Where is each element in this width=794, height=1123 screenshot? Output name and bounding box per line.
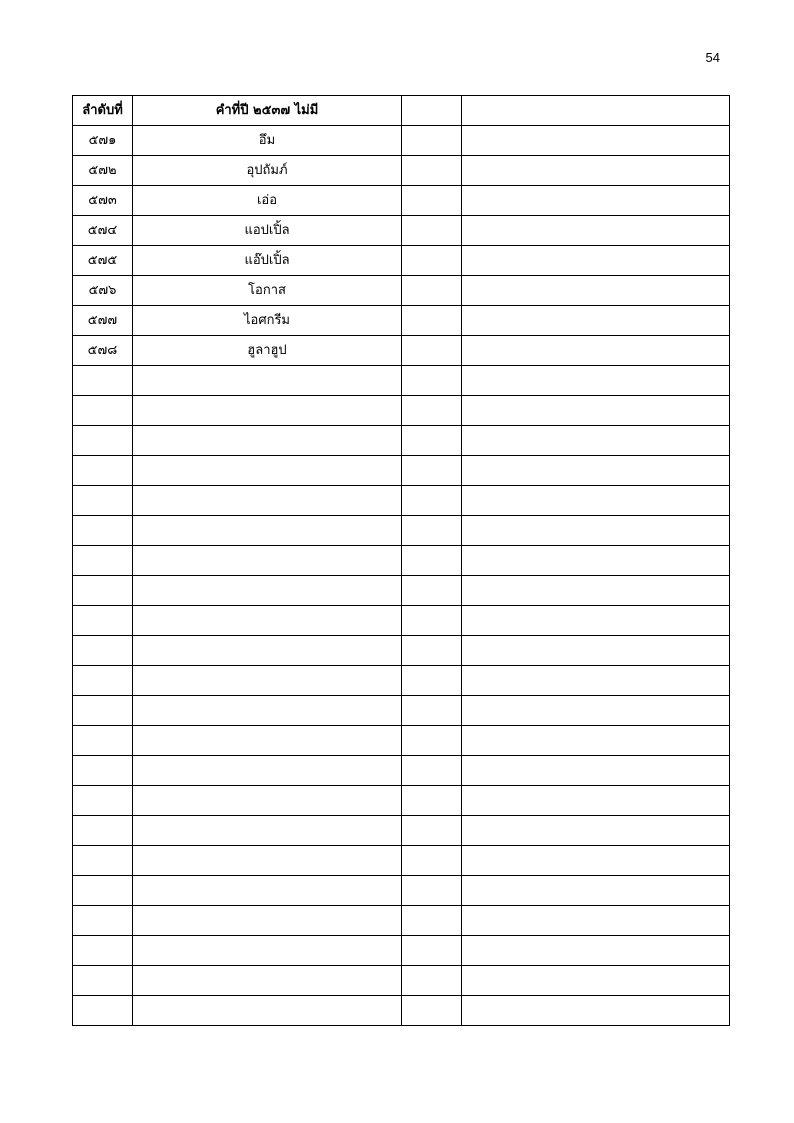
empty-cell [402,756,462,786]
empty-cell [402,816,462,846]
row-word: อึม [133,126,402,156]
empty-table-row [73,846,730,876]
empty-cell [462,696,730,726]
empty-cell [133,396,402,426]
row-number: ๕๗๖ [73,276,133,306]
empty-cell [402,726,462,756]
empty-cell [462,456,730,486]
empty-cell [133,576,402,606]
empty-table-row [73,816,730,846]
empty-cell [402,606,462,636]
empty-cell [73,576,133,606]
empty-cell [73,636,133,666]
empty-table-row [73,636,730,666]
empty-cell [73,876,133,906]
empty-cell [73,936,133,966]
empty-table-row [73,906,730,936]
empty-cell [73,726,133,756]
empty-cell [402,906,462,936]
empty-cell [73,366,133,396]
row-word: ไอศกรีม [133,306,402,336]
empty-cell [133,426,402,456]
row-word: แอปเปิ้ล [133,216,402,246]
empty-cell [73,966,133,996]
empty-cell [462,516,730,546]
empty-table-row [73,966,730,996]
empty-cell [133,546,402,576]
row-cell-4 [462,156,730,186]
empty-cell [462,546,730,576]
empty-cell [402,396,462,426]
table-header-row [73,96,730,126]
empty-cell [402,786,462,816]
empty-cell [462,876,730,906]
empty-cell [73,666,133,696]
empty-cell [462,576,730,606]
empty-cell [133,876,402,906]
table-row [73,276,730,306]
row-word: เอ่อ [133,186,402,216]
empty-cell [402,456,462,486]
header-word: คำที่ปี ๒๕๓๗ ไม่มี [133,96,402,126]
empty-cell [133,366,402,396]
row-cell-4 [462,276,730,306]
empty-cell [462,846,730,876]
empty-cell [402,546,462,576]
empty-cell [133,516,402,546]
empty-cell [462,636,730,666]
empty-cell [462,906,730,936]
row-cell-4 [462,126,730,156]
row-number: ๕๗๘ [73,336,133,366]
empty-cell [402,576,462,606]
empty-cell [73,546,133,576]
empty-cell [133,756,402,786]
empty-cell [402,876,462,906]
empty-cell [133,486,402,516]
empty-cell [462,726,730,756]
empty-cell [73,516,133,546]
empty-table-row [73,456,730,486]
table-row [73,186,730,216]
empty-table-row [73,486,730,516]
empty-cell [133,726,402,756]
empty-cell [462,816,730,846]
empty-cell [73,696,133,726]
empty-table-row [73,936,730,966]
empty-cell [462,966,730,996]
row-number: ๕๗๑ [73,126,133,156]
table-row [73,336,730,366]
row-number: ๕๗๗ [73,306,133,336]
header-col-3 [402,96,462,126]
row-cell-4 [462,186,730,216]
empty-cell [133,666,402,696]
empty-cell [133,816,402,846]
empty-cell [133,696,402,726]
row-cell-3 [402,306,462,336]
empty-table-row [73,996,730,1026]
empty-cell [133,636,402,666]
row-word: โอกาส [133,276,402,306]
row-cell-4 [462,306,730,336]
table-body [73,126,730,1026]
empty-table-row [73,366,730,396]
row-number: ๕๗๓ [73,186,133,216]
page-number: 54 [705,50,720,65]
empty-cell [402,366,462,396]
empty-table-row [73,756,730,786]
empty-cell [462,396,730,426]
header-order: ลำดับที่ [73,96,133,126]
empty-table-row [73,786,730,816]
empty-cell [133,936,402,966]
empty-table-row [73,516,730,546]
empty-cell [402,666,462,696]
row-number: ๕๗๕ [73,246,133,276]
empty-table-row [73,666,730,696]
empty-cell [462,426,730,456]
row-word: ฮูลาฮูป [133,336,402,366]
empty-cell [73,486,133,516]
empty-cell [462,666,730,696]
table-row [73,126,730,156]
row-cell-3 [402,336,462,366]
empty-cell [133,846,402,876]
row-cell-4 [462,246,730,276]
table-row [73,306,730,336]
empty-cell [73,456,133,486]
empty-table-row [73,726,730,756]
empty-table-row [73,576,730,606]
row-cell-3 [402,276,462,306]
empty-cell [402,486,462,516]
empty-cell [462,486,730,516]
word-table [72,95,730,1026]
empty-cell [133,786,402,816]
empty-cell [73,426,133,456]
row-cell-3 [402,246,462,276]
empty-table-row [73,876,730,906]
empty-cell [133,906,402,936]
row-cell-3 [402,126,462,156]
empty-cell [133,456,402,486]
row-number: ๕๗๔ [73,216,133,246]
row-cell-3 [402,216,462,246]
empty-cell [73,606,133,636]
empty-table-row [73,606,730,636]
empty-cell [133,996,402,1026]
empty-cell [462,366,730,396]
row-cell-4 [462,336,730,366]
row-number: ๕๗๒ [73,156,133,186]
empty-cell [133,606,402,636]
table-row [73,156,730,186]
empty-table-row [73,426,730,456]
empty-cell [462,606,730,636]
empty-cell [73,996,133,1026]
empty-cell [73,396,133,426]
empty-cell [402,426,462,456]
row-cell-3 [402,156,462,186]
empty-cell [73,786,133,816]
empty-cell [73,756,133,786]
table-row [73,216,730,246]
row-cell-4 [462,216,730,246]
empty-table-row [73,546,730,576]
row-cell-3 [402,186,462,216]
empty-cell [73,906,133,936]
empty-cell [462,786,730,816]
empty-cell [462,996,730,1026]
empty-cell [402,936,462,966]
empty-cell [73,816,133,846]
empty-cell [402,966,462,996]
empty-cell [133,966,402,996]
empty-table-row [73,696,730,726]
header-col-4 [462,96,730,126]
empty-cell [73,846,133,876]
empty-cell [402,996,462,1026]
empty-cell [402,846,462,876]
empty-table-row [73,396,730,426]
empty-cell [402,516,462,546]
table-row [73,246,730,276]
empty-cell [462,756,730,786]
empty-cell [462,936,730,966]
row-word: แอ๊ปเปิ้ล [133,246,402,276]
empty-cell [402,636,462,666]
row-word: อุปถัมภ์ [133,156,402,186]
empty-cell [402,696,462,726]
